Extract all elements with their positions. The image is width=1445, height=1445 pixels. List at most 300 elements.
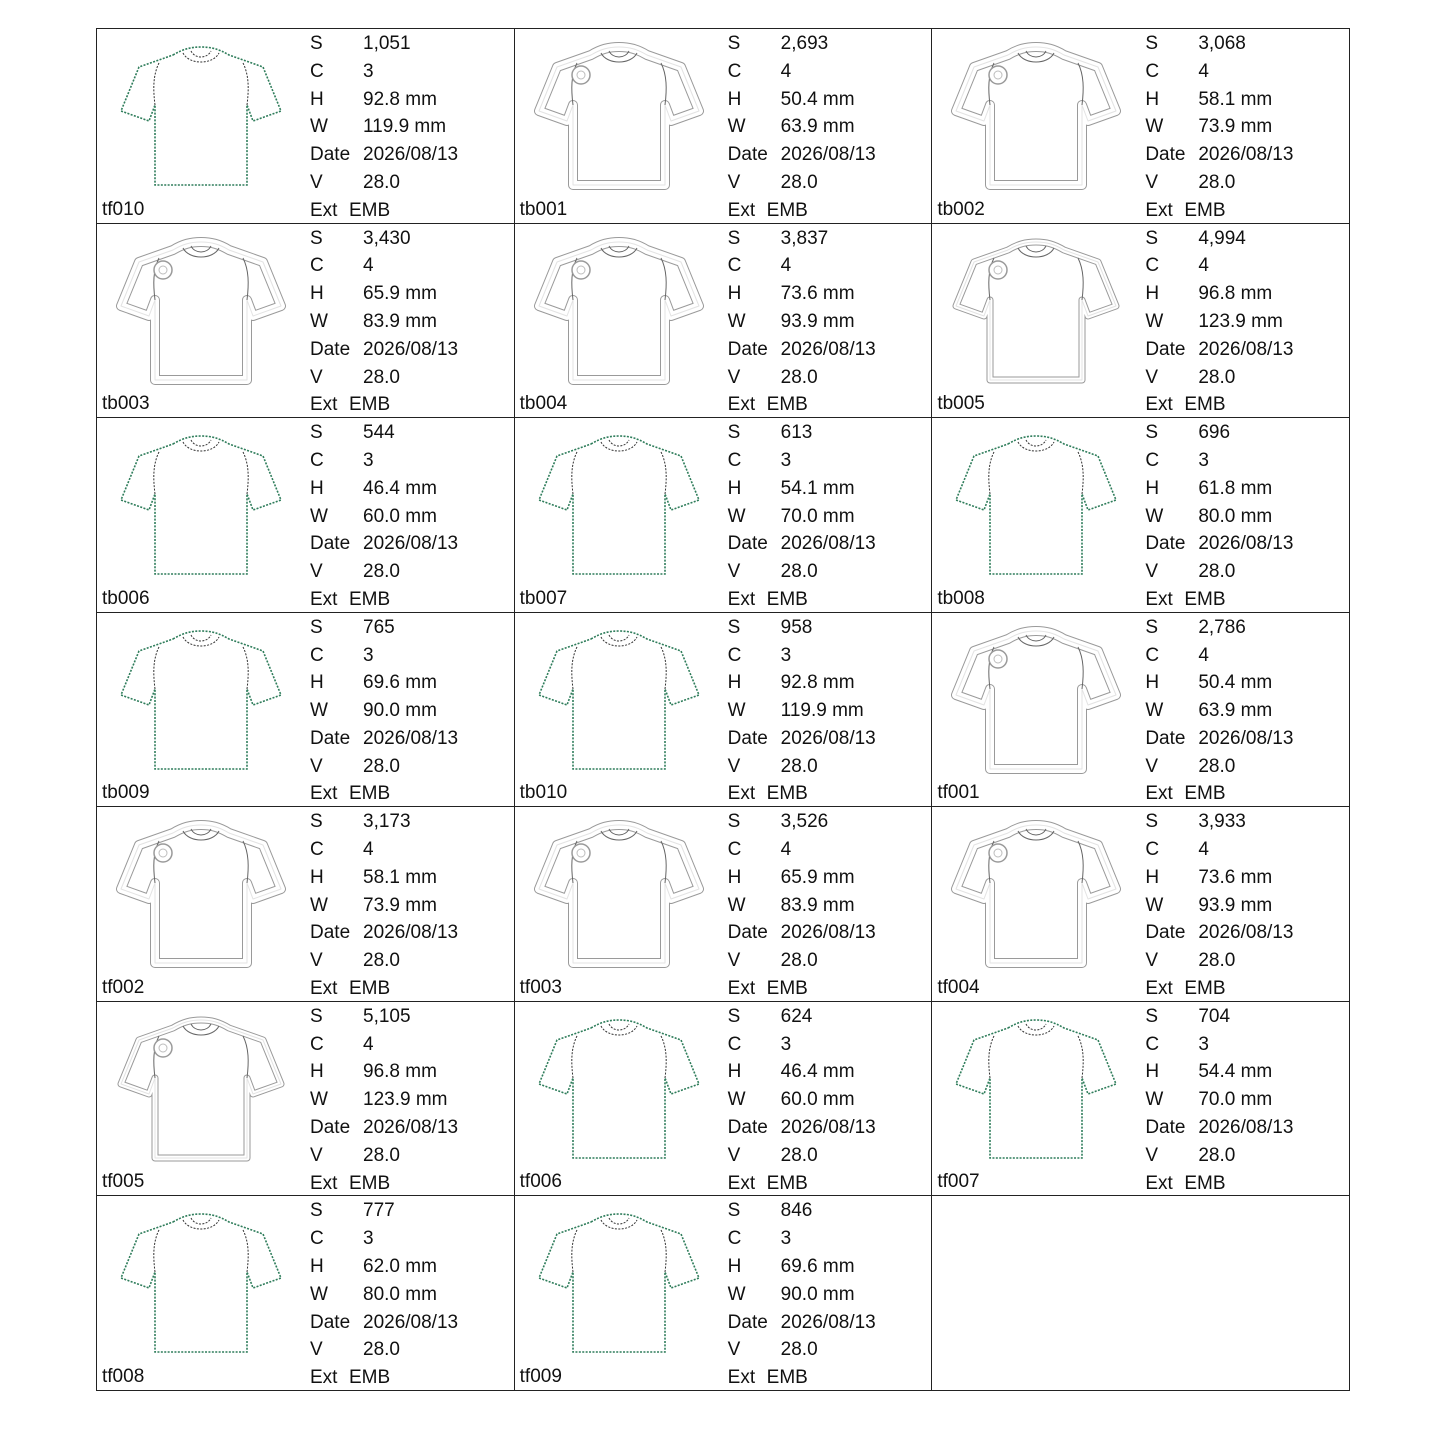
design-stats bbox=[1145, 419, 1293, 613]
stat-label: Date bbox=[727, 533, 768, 555]
stat-label: V bbox=[727, 1339, 741, 1361]
design-card-tb008[interactable] bbox=[932, 418, 1350, 613]
stat-value: 2026/08/13 bbox=[1198, 533, 1294, 555]
file-name: tf006 bbox=[519, 1171, 562, 1193]
stat-label: H bbox=[727, 477, 742, 499]
design-stats bbox=[310, 808, 458, 1002]
file-name: tb009 bbox=[102, 782, 150, 804]
stat-label: H bbox=[1145, 283, 1160, 305]
stat-date bbox=[1145, 1114, 1293, 1142]
stat-width bbox=[728, 892, 876, 920]
stat-extension bbox=[1145, 586, 1293, 613]
stat-date bbox=[1145, 919, 1293, 947]
stat-value: 28.0 bbox=[1198, 171, 1236, 193]
stat-height bbox=[728, 475, 876, 503]
stat-height bbox=[1145, 669, 1293, 697]
stat-colors bbox=[728, 1225, 876, 1253]
stat-label: H bbox=[727, 283, 742, 305]
stat-value: 69.6 mm bbox=[780, 1256, 855, 1278]
stat-version bbox=[728, 753, 876, 781]
tshirt-icon bbox=[111, 1010, 291, 1172]
stat-value: 28.0 bbox=[1198, 950, 1236, 972]
stat-value: 4 bbox=[780, 255, 792, 277]
stat-value: 65.9 mm bbox=[780, 866, 855, 888]
stat-value: 2026/08/13 bbox=[363, 533, 459, 555]
design-card-tf001[interactable] bbox=[932, 613, 1350, 808]
stat-value: 119.9 mm bbox=[363, 116, 447, 138]
stat-value: 28.0 bbox=[363, 1144, 400, 1166]
stat-label: V bbox=[727, 171, 741, 193]
design-card-tb006[interactable] bbox=[97, 418, 515, 613]
stat-label: S bbox=[310, 1200, 323, 1222]
stat-value: 28.0 bbox=[780, 366, 818, 388]
stat-value: 4 bbox=[780, 60, 792, 82]
design-card-tb005[interactable] bbox=[932, 224, 1350, 419]
design-card-tf008[interactable] bbox=[97, 1196, 515, 1391]
stat-label: C bbox=[310, 644, 324, 666]
stat-version bbox=[728, 364, 876, 392]
stat-colors bbox=[310, 447, 458, 475]
stat-label: Date bbox=[727, 144, 768, 166]
stat-value: 704 bbox=[1198, 1005, 1231, 1027]
file-name: tb001 bbox=[519, 198, 568, 220]
design-card-tf006[interactable] bbox=[515, 1002, 933, 1197]
stat-version bbox=[1145, 1142, 1293, 1170]
stat-extension bbox=[1145, 1170, 1293, 1197]
tshirt-icon bbox=[111, 426, 291, 588]
stat-colors bbox=[1145, 1031, 1293, 1059]
stat-date bbox=[728, 1309, 876, 1337]
stat-label: H bbox=[1145, 88, 1160, 110]
file-name: tf002 bbox=[102, 976, 145, 998]
design-card-tb003[interactable] bbox=[97, 224, 515, 419]
design-stats bbox=[728, 419, 876, 613]
design-stats bbox=[728, 1003, 876, 1197]
stat-height bbox=[310, 864, 458, 892]
stat-label: Ext bbox=[1145, 199, 1173, 221]
stat-stitches bbox=[310, 808, 458, 836]
stat-value: 3 bbox=[780, 644, 792, 666]
stat-height bbox=[728, 1253, 876, 1281]
stat-label: C bbox=[310, 60, 324, 82]
stat-value: 3 bbox=[363, 449, 374, 471]
file-name: tf003 bbox=[519, 976, 562, 998]
tshirt-icon bbox=[946, 815, 1126, 977]
stat-label: H bbox=[310, 672, 324, 694]
stat-value: 28.0 bbox=[780, 950, 818, 972]
stat-label: H bbox=[310, 866, 324, 888]
stat-date bbox=[310, 725, 458, 753]
design-stats bbox=[728, 225, 876, 419]
file-name: tf007 bbox=[937, 1171, 980, 1193]
stat-label: W bbox=[727, 310, 746, 332]
stat-label: S bbox=[727, 422, 741, 444]
stat-value: 777 bbox=[363, 1200, 395, 1222]
design-card-tf005[interactable] bbox=[97, 1002, 515, 1197]
stat-value: 3,933 bbox=[1198, 811, 1246, 833]
stat-value: EMB bbox=[766, 394, 808, 416]
stat-date bbox=[310, 141, 458, 169]
stat-label: S bbox=[727, 227, 741, 249]
stat-value: 63.9 mm bbox=[780, 116, 855, 138]
tshirt-icon bbox=[529, 1010, 709, 1172]
stat-value: 63.9 mm bbox=[1198, 700, 1273, 722]
stat-label: V bbox=[727, 950, 741, 972]
stat-stitches bbox=[1145, 30, 1293, 58]
stat-value: 3,430 bbox=[363, 227, 411, 249]
design-card-tf010[interactable] bbox=[97, 29, 515, 224]
stat-value: EMB bbox=[349, 394, 391, 416]
stat-label: V bbox=[1145, 1144, 1159, 1166]
stat-label: V bbox=[310, 755, 323, 777]
design-stats bbox=[728, 808, 876, 1002]
stat-label: H bbox=[1145, 866, 1160, 888]
stat-value: EMB bbox=[1184, 588, 1226, 610]
stat-width bbox=[1145, 892, 1293, 920]
stat-height bbox=[1145, 475, 1293, 503]
stat-value: 93.9 mm bbox=[1198, 894, 1273, 916]
stat-label: V bbox=[310, 1339, 323, 1361]
stat-label: C bbox=[310, 1228, 324, 1250]
stat-width bbox=[728, 697, 876, 725]
stat-colors bbox=[1145, 252, 1293, 280]
stat-label: W bbox=[727, 894, 746, 916]
file-name: tb006 bbox=[102, 587, 150, 609]
stat-stitches bbox=[728, 225, 876, 253]
stat-width bbox=[1145, 697, 1293, 725]
stat-value: 4 bbox=[1198, 60, 1209, 82]
stat-value: 3,068 bbox=[1198, 33, 1246, 54]
stat-value: 2026/08/13 bbox=[1198, 727, 1294, 749]
stat-value: 4 bbox=[363, 255, 374, 277]
stat-label: S bbox=[727, 33, 741, 54]
stat-extension bbox=[310, 586, 458, 613]
stat-value: 2026/08/13 bbox=[780, 922, 876, 944]
design-card-tb001[interactable] bbox=[515, 29, 933, 224]
stat-stitches bbox=[728, 808, 876, 836]
stat-label: H bbox=[727, 88, 742, 110]
stat-stitches bbox=[728, 419, 876, 447]
design-stats bbox=[310, 30, 458, 224]
stat-height bbox=[1145, 1058, 1293, 1086]
stat-label: W bbox=[310, 116, 328, 138]
stat-label: H bbox=[1145, 672, 1160, 694]
stat-value: 58.1 mm bbox=[1198, 88, 1273, 110]
stat-stitches bbox=[728, 30, 876, 58]
stat-label: Ext bbox=[310, 394, 338, 416]
stat-stitches bbox=[1145, 1003, 1293, 1031]
tshirt-icon bbox=[946, 426, 1126, 588]
design-card-tf002[interactable] bbox=[97, 807, 515, 1002]
stat-label: V bbox=[310, 561, 323, 583]
stat-label: Ext bbox=[1145, 588, 1173, 610]
stat-extension bbox=[728, 391, 876, 418]
design-card-tb004[interactable] bbox=[515, 224, 933, 419]
stat-value: 2026/08/13 bbox=[363, 922, 459, 944]
stat-stitches bbox=[310, 614, 458, 642]
stat-width bbox=[1145, 113, 1293, 141]
stat-label: Ext bbox=[727, 199, 756, 221]
stat-label: C bbox=[727, 1228, 742, 1250]
stat-width bbox=[1145, 503, 1293, 531]
stat-value: 2026/08/13 bbox=[363, 1117, 459, 1139]
stat-label: W bbox=[727, 505, 746, 527]
stat-value: 3 bbox=[1198, 1033, 1209, 1055]
stat-value: 28.0 bbox=[1198, 1144, 1236, 1166]
stat-value: 3 bbox=[780, 449, 792, 471]
stat-date bbox=[728, 141, 876, 169]
stat-label: Date bbox=[310, 922, 351, 944]
stat-value: 119.9 mm bbox=[780, 700, 864, 722]
stat-colors bbox=[1145, 642, 1293, 670]
file-name: tf005 bbox=[102, 1171, 145, 1193]
stat-height bbox=[310, 1058, 458, 1086]
stat-label: C bbox=[310, 255, 324, 277]
stat-label: Ext bbox=[310, 783, 338, 805]
stat-label: H bbox=[727, 1256, 742, 1278]
stat-date bbox=[310, 1114, 458, 1142]
stat-label: Ext bbox=[727, 1172, 756, 1194]
stat-label: Date bbox=[727, 1311, 768, 1333]
stat-date bbox=[310, 530, 458, 558]
stat-label: Date bbox=[727, 727, 768, 749]
stat-value: 2,693 bbox=[780, 33, 829, 54]
stat-height bbox=[728, 1058, 876, 1086]
stat-label: S bbox=[1145, 33, 1159, 54]
stat-label: V bbox=[1145, 950, 1159, 972]
stat-label: W bbox=[310, 310, 328, 332]
tshirt-icon bbox=[946, 37, 1126, 199]
stat-value: 90.0 mm bbox=[780, 1283, 855, 1305]
tshirt-icon bbox=[111, 815, 291, 977]
stat-stitches bbox=[1145, 808, 1293, 836]
stat-label: W bbox=[1145, 894, 1164, 916]
stat-label: Ext bbox=[1145, 783, 1173, 805]
stat-extension bbox=[1145, 391, 1293, 418]
stat-colors bbox=[310, 1031, 458, 1059]
stat-value: 65.9 mm bbox=[363, 283, 437, 305]
stat-label: V bbox=[1145, 561, 1159, 583]
stat-value: 28.0 bbox=[1198, 366, 1236, 388]
stat-value: 60.0 mm bbox=[363, 505, 437, 527]
stat-extension bbox=[1145, 780, 1293, 807]
stat-width bbox=[728, 308, 876, 336]
stat-version bbox=[1145, 364, 1293, 392]
design-stats bbox=[310, 1197, 458, 1391]
stat-label: W bbox=[310, 1283, 328, 1305]
stat-extension bbox=[1145, 197, 1293, 224]
stat-label: V bbox=[310, 1144, 323, 1166]
stat-label: Ext bbox=[1145, 1172, 1173, 1194]
empty-cell bbox=[932, 1196, 1350, 1391]
stat-version bbox=[310, 1336, 458, 1364]
stat-extension bbox=[728, 1364, 876, 1391]
stat-label: S bbox=[310, 1005, 323, 1027]
design-card-tf003[interactable] bbox=[515, 807, 933, 1002]
stat-width bbox=[310, 1281, 458, 1309]
file-name: tf009 bbox=[519, 1365, 562, 1387]
stat-label: S bbox=[310, 33, 323, 54]
stat-value: 4,994 bbox=[1198, 227, 1246, 249]
stat-label: Date bbox=[727, 922, 768, 944]
stat-label: C bbox=[1145, 1033, 1160, 1055]
stat-version bbox=[310, 558, 458, 586]
stat-version bbox=[1145, 753, 1293, 781]
stat-colors bbox=[728, 642, 876, 670]
stat-value: 544 bbox=[363, 422, 395, 444]
tshirt-icon bbox=[946, 621, 1126, 783]
stat-label: W bbox=[310, 505, 328, 527]
stat-value: 70.0 mm bbox=[780, 505, 855, 527]
stat-extension bbox=[1145, 975, 1293, 1002]
stat-colors bbox=[310, 1225, 458, 1253]
design-card-tb009[interactable] bbox=[97, 613, 515, 808]
design-stats bbox=[1145, 1003, 1293, 1197]
stat-label: Date bbox=[1145, 922, 1186, 944]
design-card-tf007[interactable] bbox=[932, 1002, 1350, 1197]
stat-label: W bbox=[727, 116, 746, 138]
stat-label: S bbox=[727, 616, 741, 638]
stat-extension bbox=[310, 1364, 458, 1391]
stat-version bbox=[310, 169, 458, 197]
stat-label: C bbox=[727, 1033, 742, 1055]
design-card-tb007[interactable] bbox=[515, 418, 933, 613]
stat-value: 4 bbox=[1198, 839, 1209, 861]
stat-value: EMB bbox=[766, 1172, 808, 1194]
stat-label: Ext bbox=[727, 783, 756, 805]
stat-width bbox=[1145, 1086, 1293, 1114]
design-stats bbox=[1145, 225, 1293, 419]
stat-value: 624 bbox=[780, 1005, 813, 1027]
stat-extension bbox=[310, 1170, 458, 1197]
stat-version bbox=[310, 1142, 458, 1170]
file-name: tb005 bbox=[937, 393, 985, 415]
stat-value: 696 bbox=[1198, 422, 1231, 444]
stat-value: 83.9 mm bbox=[363, 310, 437, 332]
stat-value: 123.9 mm bbox=[1198, 310, 1283, 332]
stat-version bbox=[728, 558, 876, 586]
stat-value: EMB bbox=[766, 978, 808, 1000]
stat-width bbox=[310, 1086, 458, 1114]
stat-version bbox=[310, 947, 458, 975]
stat-label: H bbox=[310, 477, 324, 499]
stat-label: C bbox=[1145, 60, 1160, 82]
file-name: tb008 bbox=[937, 587, 985, 609]
design-card-tb002[interactable] bbox=[932, 29, 1350, 224]
stat-width bbox=[310, 503, 458, 531]
tshirt-icon bbox=[111, 1204, 291, 1366]
stat-stitches bbox=[1145, 419, 1293, 447]
design-card-tf009[interactable] bbox=[515, 1196, 933, 1391]
stat-value: 2026/08/13 bbox=[1198, 1117, 1294, 1139]
stat-value: 3 bbox=[1198, 449, 1209, 471]
stat-label: Date bbox=[727, 338, 768, 360]
stat-label: Ext bbox=[727, 588, 756, 610]
stat-value: 2,786 bbox=[1198, 616, 1246, 638]
design-stats bbox=[1145, 30, 1293, 224]
stat-label: Ext bbox=[310, 588, 338, 610]
file-name: tf008 bbox=[102, 1365, 145, 1387]
stat-label: S bbox=[727, 1200, 741, 1222]
stat-value: 61.8 mm bbox=[1198, 477, 1273, 499]
stat-label: S bbox=[1145, 422, 1159, 444]
stat-value: EMB bbox=[349, 1367, 391, 1389]
tshirt-icon bbox=[111, 232, 291, 394]
stat-value: 3,173 bbox=[363, 811, 411, 833]
stat-value: 2026/08/13 bbox=[780, 727, 876, 749]
stat-value: EMB bbox=[1184, 394, 1226, 416]
design-stats bbox=[728, 30, 876, 224]
stat-stitches bbox=[728, 1003, 876, 1031]
stat-date bbox=[728, 336, 876, 364]
stat-extension bbox=[728, 1170, 876, 1197]
stat-value: EMB bbox=[1184, 978, 1226, 1000]
design-stats bbox=[1145, 614, 1293, 808]
stat-value: 28.0 bbox=[1198, 755, 1236, 777]
file-name: tf004 bbox=[937, 976, 980, 998]
stat-value: 50.4 mm bbox=[1198, 672, 1273, 694]
stat-value: 2026/08/13 bbox=[363, 727, 459, 749]
stat-value: 5,105 bbox=[363, 1005, 411, 1027]
stat-height bbox=[728, 280, 876, 308]
stat-height bbox=[1145, 86, 1293, 114]
stat-date bbox=[310, 336, 458, 364]
file-name: tf001 bbox=[937, 782, 980, 804]
design-stats bbox=[310, 1003, 458, 1197]
stat-label: Ext bbox=[1145, 978, 1173, 1000]
stat-label: H bbox=[1145, 477, 1160, 499]
stat-date bbox=[1145, 336, 1293, 364]
stat-colors bbox=[728, 58, 876, 86]
design-stats bbox=[310, 225, 458, 419]
stat-value: 2026/08/13 bbox=[363, 144, 459, 166]
stat-label: Date bbox=[310, 1311, 351, 1333]
stat-value: 2026/08/13 bbox=[780, 1117, 876, 1139]
stat-value: 4 bbox=[363, 1033, 374, 1055]
design-card-tf004[interactable] bbox=[932, 807, 1350, 1002]
stat-label: S bbox=[727, 1005, 741, 1027]
stat-value: EMB bbox=[766, 1367, 808, 1389]
stat-label: W bbox=[1145, 116, 1164, 138]
stat-extension bbox=[728, 586, 876, 613]
stat-label: W bbox=[1145, 505, 1164, 527]
stat-value: EMB bbox=[349, 783, 391, 805]
design-card-tb010[interactable] bbox=[515, 613, 933, 808]
stat-value: 4 bbox=[1198, 255, 1209, 277]
stat-label: Ext bbox=[310, 978, 338, 1000]
stat-value: 28.0 bbox=[363, 1339, 400, 1361]
tshirt-icon bbox=[529, 426, 709, 588]
stat-value: EMB bbox=[349, 1172, 391, 1194]
stat-stitches bbox=[310, 225, 458, 253]
stat-value: 4 bbox=[1198, 644, 1209, 666]
stat-label: Date bbox=[310, 144, 351, 166]
stat-label: S bbox=[1145, 1005, 1159, 1027]
stat-stitches bbox=[310, 1003, 458, 1031]
stat-label: S bbox=[1145, 227, 1159, 249]
stat-label: H bbox=[1145, 1061, 1160, 1083]
stat-value: 2026/08/13 bbox=[780, 533, 876, 555]
tshirt-icon bbox=[529, 1204, 709, 1366]
stat-extension bbox=[728, 780, 876, 807]
stat-label: S bbox=[727, 811, 741, 833]
stat-colors bbox=[310, 58, 458, 86]
stat-value: 3 bbox=[780, 1033, 792, 1055]
tshirt-icon bbox=[111, 37, 291, 199]
stat-colors bbox=[728, 836, 876, 864]
stat-label: W bbox=[727, 700, 746, 722]
stat-stitches bbox=[1145, 614, 1293, 642]
